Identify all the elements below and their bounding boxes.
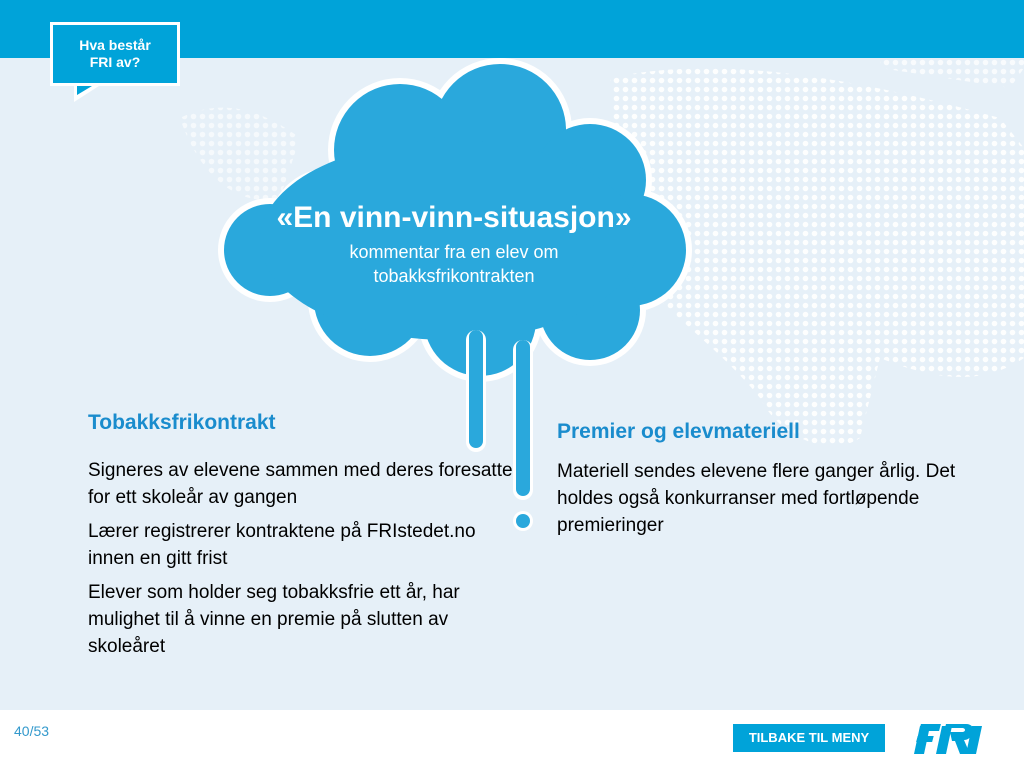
section-paragraph: Elever som holder seg tobakksfrie ett år, har mulighet til å vinne en premie på slutten av skoleåret <box>88 582 460 657</box>
tobacco-contract-section <box>88 409 518 667</box>
section-heading: Premier og elevmateriell <box>557 420 800 443</box>
quote-subtitle <box>250 240 658 288</box>
section-paragraph: Lærer registrerer kontraktene på FRIstedet.no innen en gitt frist <box>88 521 476 569</box>
quote-title: «En vinn-vinn-situasjon» <box>276 201 632 234</box>
quote-subtitle-line-2: tobakksfrikontrakten <box>373 266 535 286</box>
quote-subtitle-line-1: kommentar fra en elev om <box>349 242 559 262</box>
back-to-menu-button[interactable]: TILBAKE TIL MENY <box>733 724 885 752</box>
prizes-section <box>557 418 987 539</box>
page-number: 40/53 <box>14 723 50 739</box>
section-heading: Tobakksfrikontrakt <box>88 411 276 434</box>
section-paragraph: Materiell sendes elevene flere ganger årlig. Det holdes også konkurranser med fortløpende premieringer <box>557 461 956 536</box>
cloud-drop <box>516 514 530 528</box>
cloud-quote <box>250 198 658 288</box>
cloud-drip-right <box>516 340 530 496</box>
fri-logo <box>910 720 982 756</box>
speech-line-2: FRI av? <box>89 54 141 70</box>
section-paragraph: Signeres av elevene sammen med deres foresatte for ett skoleår av gangen <box>88 460 513 508</box>
speech-line-1: Hva består <box>79 37 151 53</box>
